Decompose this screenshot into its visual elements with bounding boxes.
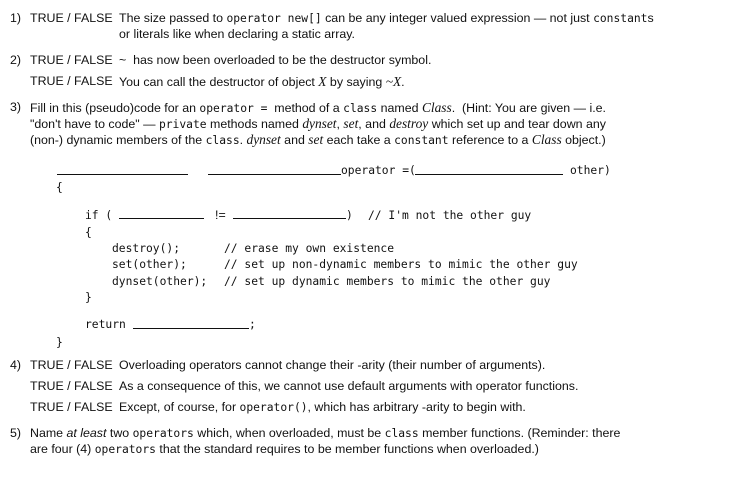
- parameter-type-blank[interactable]: [415, 174, 563, 175]
- q2-number: 2): [10, 53, 22, 67]
- q1-statement-line2: or literals like when declaring a static array.: [119, 27, 355, 41]
- q4b-statement: As a consequence of this, we cannot use default arguments with operator functions.: [119, 379, 579, 393]
- close-brace: }: [56, 336, 63, 349]
- if-close-paren: ): [346, 209, 353, 222]
- q2b-statement: You can call the destructor of object X by saying ~X.: [119, 74, 405, 89]
- return-keyword: return: [85, 318, 126, 331]
- q1-true-false[interactable]: TRUE / FALSE: [30, 11, 113, 25]
- q4a-statement: Overloading operators cannot change their -arity (their number of arguments).: [119, 358, 546, 372]
- q4c-statement: Except, of course, for operator(), which has arbitrary -arity to begin with.: [119, 400, 526, 414]
- if-keyword: if (: [85, 209, 113, 222]
- q4b-true-false[interactable]: TRUE / FALSE: [30, 379, 113, 393]
- operator-signature: operator =(: [341, 164, 416, 177]
- q2b-true-false[interactable]: TRUE / FALSE: [30, 74, 113, 88]
- q3-line3: (non-) dynamic members of the class. dynset and set each take a constant reference to a Class object.): [30, 132, 606, 147]
- q3-line2: "don't have to code" — private methods named dynset, set, and destroy which set up and tear down any: [30, 116, 606, 131]
- if-right-blank[interactable]: [233, 218, 346, 219]
- not-equal-operator: !=: [215, 208, 226, 222]
- inner-open-brace: {: [85, 226, 92, 239]
- q4c-true-false[interactable]: TRUE / FALSE: [30, 400, 113, 414]
- inner-close-brace: }: [85, 291, 92, 304]
- return-semicolon: ;: [249, 318, 256, 331]
- dynset-comment: // set up dynamic members to mimic the other guy: [224, 275, 551, 288]
- q4-number: 4): [10, 358, 22, 372]
- q5-line2: are four (4) operators that the standard requires to be member functions when overloaded.): [30, 442, 539, 456]
- q2a-true-false[interactable]: TRUE / FALSE: [30, 53, 113, 67]
- q3-line1: Fill in this (pseudo)code for an operator = method of a class named Class. (Hint: You are given — i.e.: [30, 100, 606, 115]
- return-type-blank[interactable]: [57, 174, 188, 175]
- set-comment: // set up non-dynamic members to mimic the other guy: [224, 258, 578, 271]
- if-left-blank[interactable]: [119, 218, 204, 219]
- q4a-true-false[interactable]: TRUE / FALSE: [30, 358, 113, 372]
- class-scope-blank[interactable]: [208, 174, 341, 175]
- q2a-statement: ~ has now been overloaded to be the destructor symbol.: [119, 53, 432, 67]
- q3-number: 3): [10, 100, 22, 114]
- destroy-comment: // erase my own existence: [224, 242, 395, 255]
- if-comment: // I'm not the other guy: [368, 209, 532, 222]
- q1-statement: The size passed to operator new[] can be any integer valued expression — not just constants: [119, 11, 654, 25]
- open-brace: {: [56, 181, 63, 194]
- dynset-call: dynset(other);: [112, 275, 208, 288]
- q5-line1: Name at least two operators which, when overloaded, must be class member functions. (Reminder: there: [30, 426, 621, 440]
- q1-number: 1): [10, 11, 22, 25]
- destroy-call: destroy();: [112, 242, 181, 255]
- parameter-other: other): [570, 164, 611, 177]
- q5-number: 5): [10, 426, 22, 440]
- return-value-blank[interactable]: [133, 328, 249, 329]
- tilde-symbol: ~: [119, 53, 127, 67]
- set-call: set(other);: [112, 258, 187, 271]
